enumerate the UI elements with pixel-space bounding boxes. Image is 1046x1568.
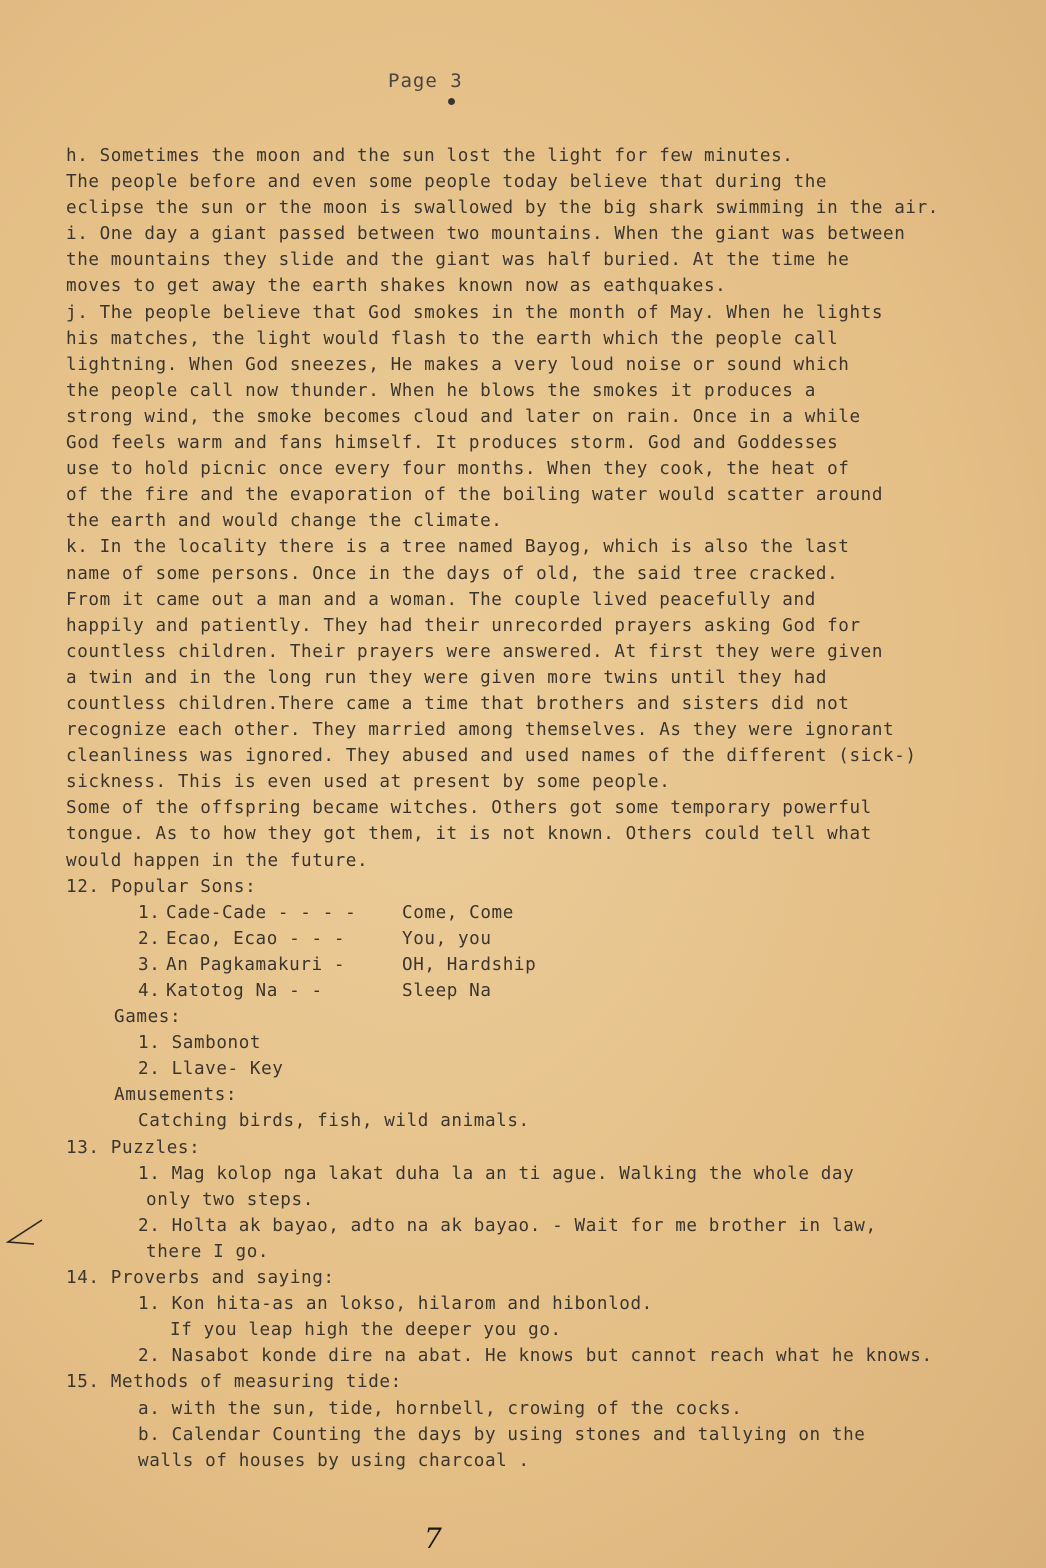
text-line: moves to get away the earth shakes known now as eathquakes. xyxy=(66,276,727,297)
song-number: 3. xyxy=(138,954,161,975)
puzzle-item: 2. Holta ak bayao, adto na ak bayao. - Wait for me brother in law, xyxy=(138,1215,877,1236)
song-row xyxy=(66,952,1026,978)
puzzle-answer: only two steps. xyxy=(146,1189,314,1210)
text-line: countless children. Their prayers were answered. At first they were given xyxy=(66,641,884,662)
amusements-title: Amusements: xyxy=(114,1085,238,1106)
songs-list xyxy=(66,900,1026,1004)
song-number: 1. xyxy=(138,902,161,923)
section-15-title: 15. Methods of measuring tide: xyxy=(66,1372,402,1393)
header-dot xyxy=(448,98,455,105)
page-header: Page 3 xyxy=(388,70,463,92)
narrative-section xyxy=(66,143,1026,874)
games-title: Games: xyxy=(114,1007,182,1028)
margin-pen-mark-icon xyxy=(4,1216,44,1256)
song-row xyxy=(66,926,1026,952)
text-line: would happen in the future. xyxy=(66,850,369,871)
text-line: of the fire and the evaporation of the boiling water would scatter around xyxy=(66,485,884,506)
proverb-item: 1. Kon hita-as an lokso, hilarom and hibonlod. xyxy=(138,1294,653,1315)
text-line: the earth and would change the climate. xyxy=(66,511,503,532)
text-line: h. Sometimes the moon and the sun lost the light for few minutes. xyxy=(66,146,794,166)
section-14 xyxy=(66,1265,1026,1369)
games-item: 1. Sambonot xyxy=(138,1033,262,1054)
handwritten-page-number: 7 xyxy=(424,1522,442,1555)
section-12 xyxy=(66,874,1026,1135)
text-line: strong wind, the smoke becomes cloud and later on rain. Once in a while xyxy=(66,406,861,427)
text-line: the people call now thunder. When he blows the smokes it produces a xyxy=(66,380,816,401)
text-line: The people before and even some people today believe that during the xyxy=(66,172,828,193)
song-name: An Pagkamakuri - xyxy=(166,954,346,975)
song-meaning: Sleep Na xyxy=(402,981,492,1001)
text-line: happily and patiently. They had their unrecorded prayers asking God for xyxy=(66,615,861,636)
song-number: 2. xyxy=(138,928,161,949)
song-meaning: OH, Hardship xyxy=(402,954,537,975)
section-13 xyxy=(66,1135,1026,1265)
text-line: name of some persons. Once in the days of old, the said tree cracked. xyxy=(66,563,839,584)
text-line: eclipse the sun or the moon is swallowed by the big shark swimming in the air. xyxy=(66,198,940,219)
puzzle-item: 1. Mag kolop nga lakat duha la an ti ague. Walking the whole day xyxy=(138,1163,855,1184)
document-body xyxy=(66,143,1026,1474)
section-14-title: 14. Proverbs and saying: xyxy=(66,1268,335,1289)
text-line: the mountains they slide and the giant was half buried. At the time he xyxy=(66,250,850,271)
text-line: From it came out a man and a woman. The couple lived peacefully and xyxy=(66,589,816,610)
song-name: Katotog Na - - xyxy=(166,981,323,1001)
text-line: a twin and in the long run they were given more twins until they had xyxy=(66,667,828,688)
section-15 xyxy=(66,1369,1026,1473)
text-line: cleanliness was ignored. They abused and used names of the different (sick-) xyxy=(66,746,917,767)
text-line: i. One day a giant passed between two mountains. When the giant was between xyxy=(66,224,906,245)
puzzle-answer: there I go. xyxy=(146,1241,270,1262)
song-name: Ecao, Ecao - - - xyxy=(166,928,346,949)
amusements-text: Catching birds, fish, wild animals. xyxy=(138,1111,530,1132)
proverb-item: 2. Nasabot konde dire na abat. He knows but cannot reach what he knows. xyxy=(138,1346,933,1367)
text-line: lightning. When God sneezes, He makes a very loud noise or sound which xyxy=(66,354,850,375)
method-item: b. Calendar Counting the days by using stones and tallying on the xyxy=(138,1424,866,1445)
method-item: a. with the sun, tide, hornbell, crowing of the cocks. xyxy=(138,1398,743,1419)
text-line: k. In the locality there is a tree named Bayog, which is also the last xyxy=(66,537,850,558)
song-number: 4. xyxy=(138,981,161,1001)
games-item: 2. Llave- Key xyxy=(138,1059,284,1080)
text-line: j. The people believe that God smokes in the month of May. When he lights xyxy=(66,302,884,323)
section-12-title: 12. Popular Sons: xyxy=(66,876,257,897)
song-name: Cade-Cade - - - - xyxy=(166,902,357,923)
song-row xyxy=(66,978,1026,1004)
text-line: Some of the offspring became witches. Others got some temporary powerful xyxy=(66,798,872,819)
text-line: God feels warm and fans himself. It produces storm. God and Goddesses xyxy=(66,433,839,454)
section-13-title: 13. Puzzles: xyxy=(66,1137,201,1158)
method-item-continued: walls of houses by using charcoal . xyxy=(138,1450,530,1471)
text-line: sickness. This is even used at present by some people. xyxy=(66,772,671,793)
text-line: his matches, the light would flash to the earth which the people call xyxy=(66,328,839,349)
text-line: tongue. As to how they got them, it is not known. Others could tell what xyxy=(66,824,872,845)
text-line: use to hold picnic once every four months. When they cook, the heat of xyxy=(66,459,850,480)
proverb-translation: If you leap high the deeper you go. xyxy=(170,1320,562,1341)
text-line: countless children.There came a time that brothers and sisters did not xyxy=(66,693,850,714)
text-line: recognize each other. They married among themselves. As they were ignorant xyxy=(66,720,895,741)
song-meaning: Come, Come xyxy=(402,902,514,923)
song-row xyxy=(66,900,1026,926)
song-meaning: You, you xyxy=(402,928,492,949)
